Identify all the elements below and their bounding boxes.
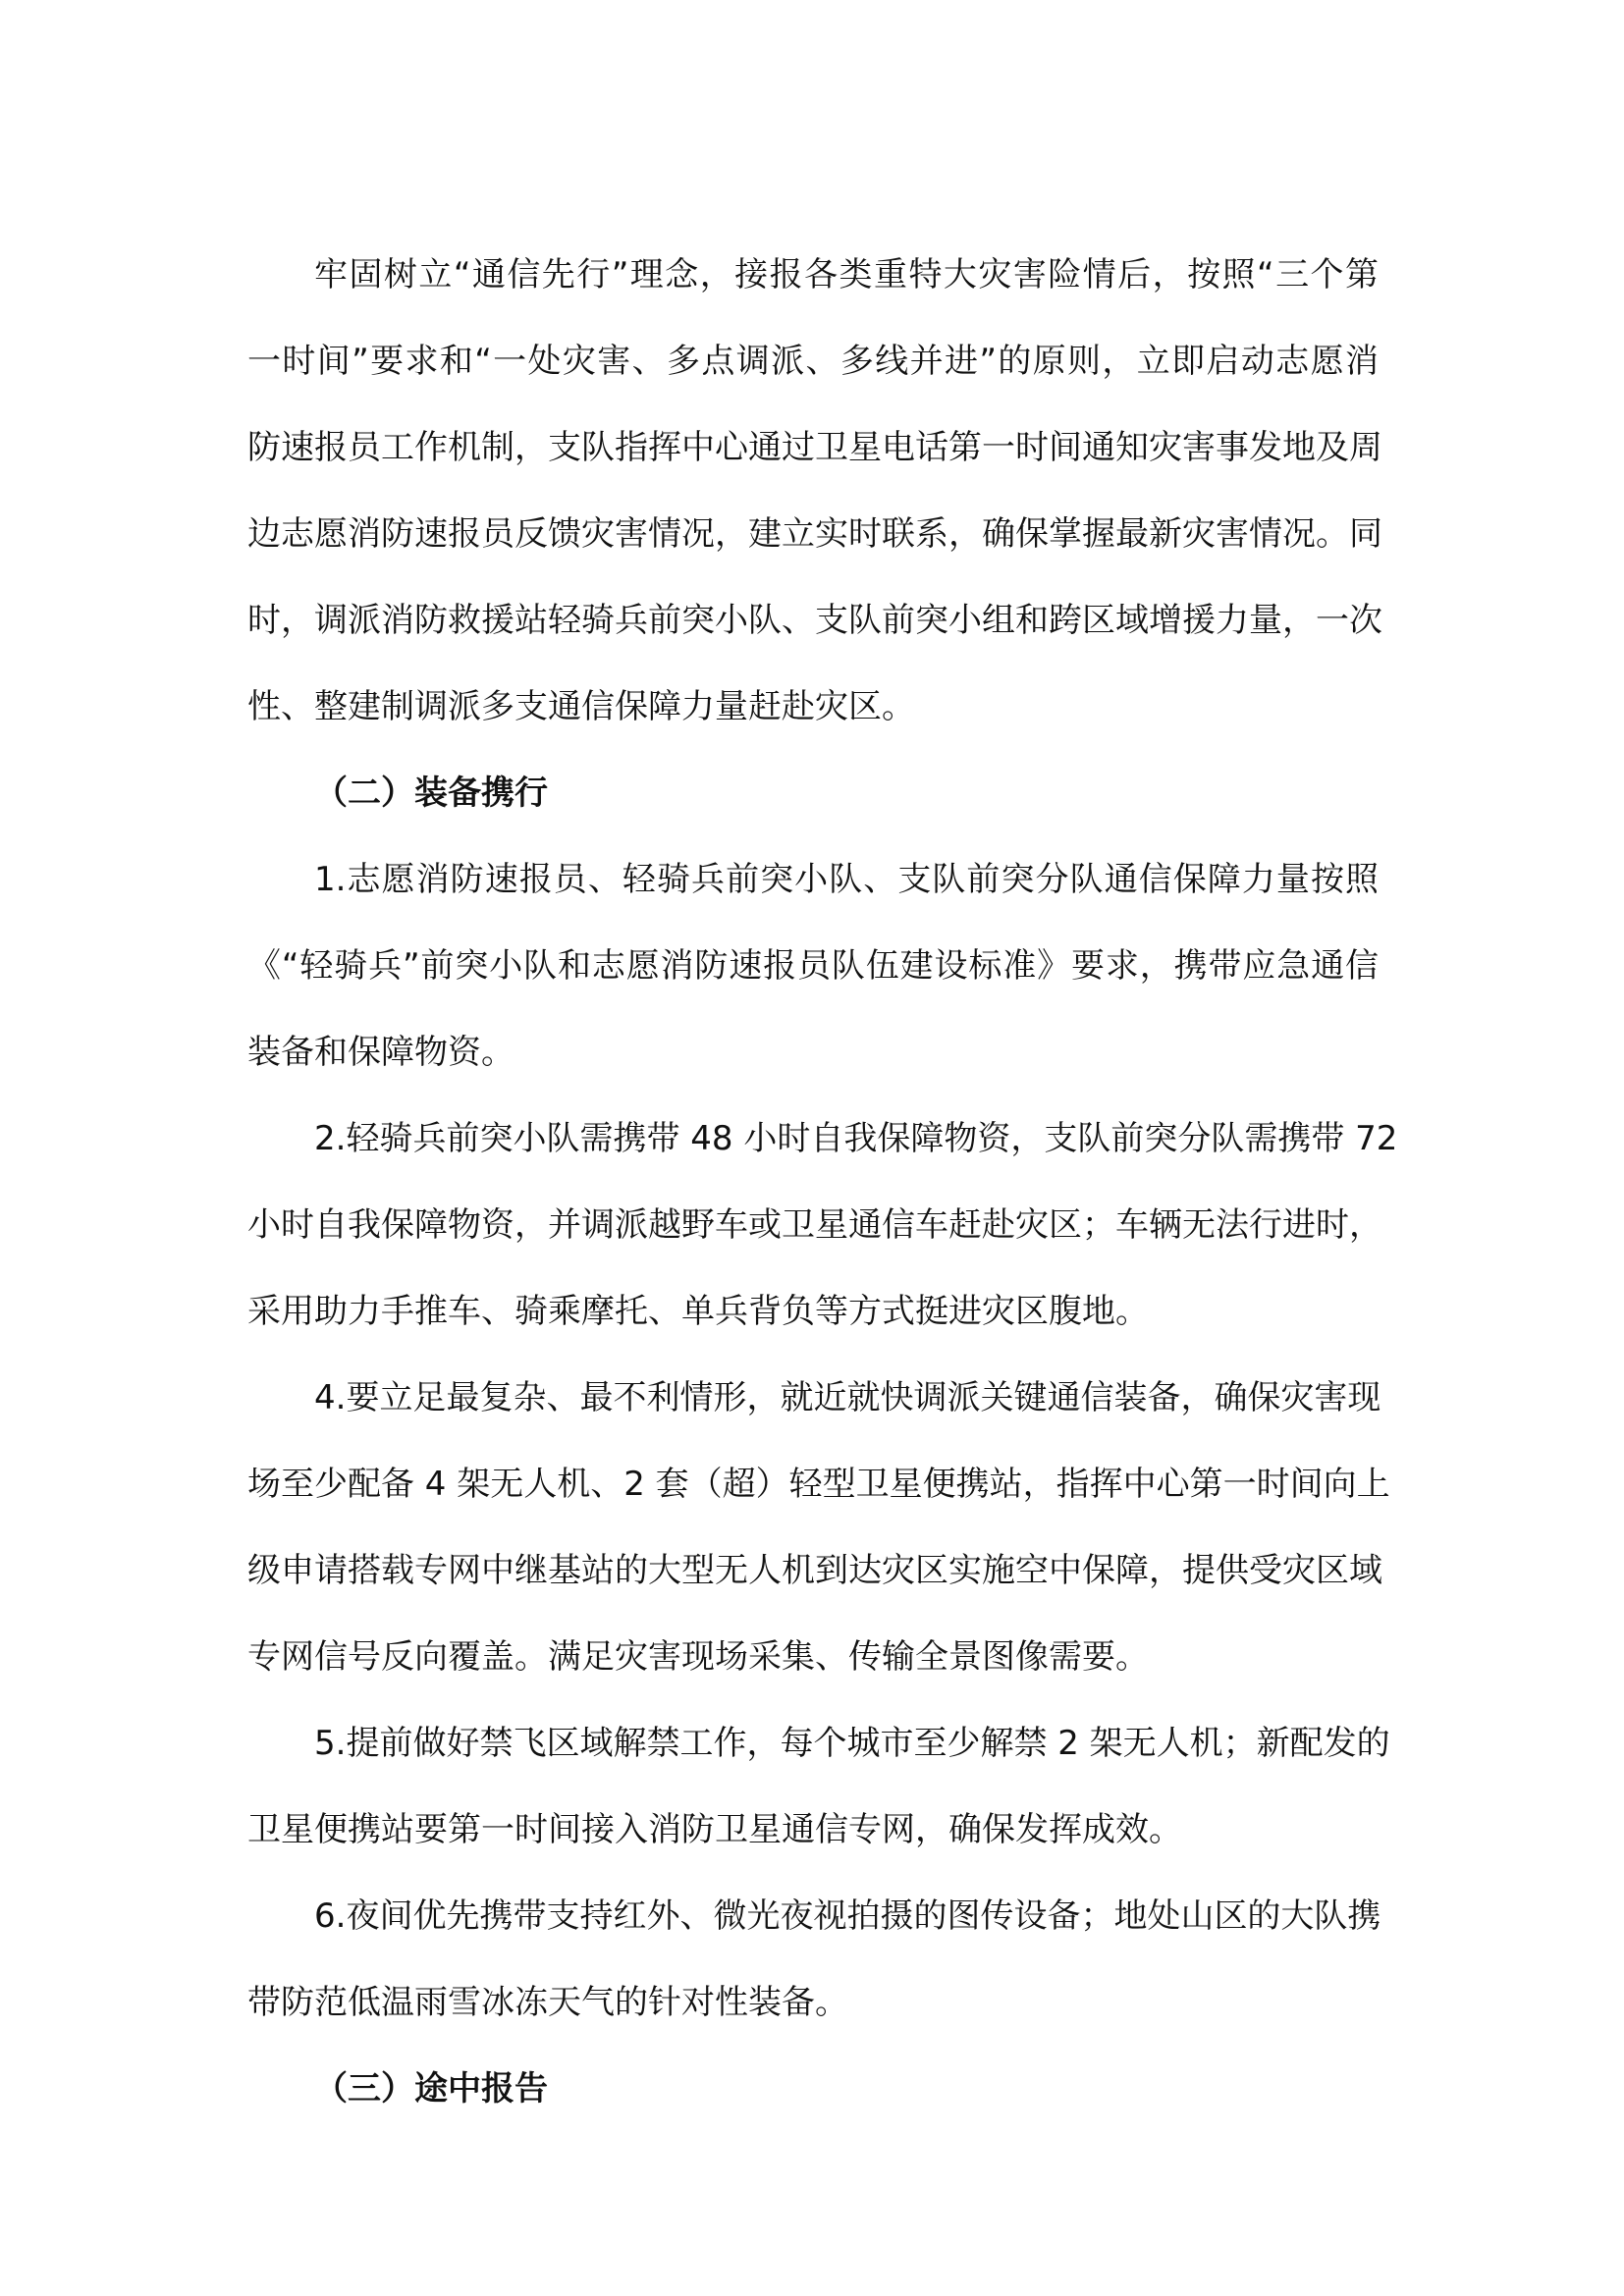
heading-text: （二）装备携行 [314, 774, 548, 813]
text-line: 性、整建制调派多支通信保障力量赶赴灾区。 [247, 687, 915, 726]
heading-text: （三）途中报告 [314, 2069, 548, 2109]
paragraph-item-1 [247, 836, 1379, 1095]
document-page [247, 232, 1398, 2132]
text-line: 防速报员工作机制，支队指挥中心通过卫星电话第一时间通知灾害事发地及周 [247, 428, 1382, 467]
text-line: 专网信号反向覆盖。满足灾害现场采集、传输全景图像需要。 [247, 1637, 1149, 1677]
paragraph-item-6 [247, 1873, 1379, 2046]
paragraph-item-5 [247, 1700, 1390, 1873]
text-line: 4.要立足最复杂、最不利情形，就近就快调派关键通信装备，确保灾害现 [314, 1378, 1381, 1417]
text-line: 5.提前做好禁飞区域解禁工作，每个城市至少解禁 2 架无人机；新配发的 [314, 1724, 1390, 1763]
text-line: 《“轻骑兵”前突小队和志愿消防速报员队伍建设标准》要求，携带应急通信 [247, 946, 1379, 986]
paragraph-intro [247, 232, 1382, 750]
text-line: 边志愿消防速报员反馈灾害情况，建立实时联系，确保掌握最新灾害情况。同 [247, 514, 1382, 554]
text-line: 带防范低温雨雪冰冻天气的针对性装备。 [247, 1983, 848, 2022]
text-line: 级申请搭载专网中继基站的大型无人机到达灾区实施空中保障，提供受灾区域 [247, 1551, 1382, 1590]
text-line: 场至少配备 4 架无人机、2 套（超）轻型卫星便携站，指挥中心第一时间向上 [247, 1465, 1390, 1504]
section-heading-en-route-report [247, 2046, 1379, 2132]
paragraph-item-4 [247, 1355, 1390, 1700]
text-line: 卫星便携站要第一时间接入消防卫星通信专网，确保发挥成效。 [247, 1810, 1182, 1849]
text-line: 装备和保障物资。 [247, 1033, 514, 1072]
text-line: 牢固树立“通信先行”理念，接报各类重特大灾害险情后，按照“三个第 [314, 255, 1379, 294]
text-line: 6.夜间优先携带支持红外、微光夜视拍摄的图传设备；地处山区的大队携 [314, 1896, 1381, 1936]
section-heading-equipment [247, 750, 1379, 836]
text-line: 一时间”要求和“一处灾害、多点调派、多线并进”的原则，立即启动志愿消 [247, 342, 1379, 381]
text-line: 小时自我保障物资，并调派越野车或卫星通信车赶赴灾区；车辆无法行进时， [247, 1205, 1382, 1245]
text-line: 2.轻骑兵前突小队需携带 48 小时自我保障物资，支队前突分队需携带 72 [314, 1119, 1398, 1158]
text-line: 时，调派消防救援站轻骑兵前突小队、支队前突小组和跨区域增援力量，一次 [247, 601, 1382, 640]
text-line: 采用助力手推车、骑乘摩托、单兵背负等方式挺进灾区腹地。 [247, 1292, 1149, 1331]
text-line: 1.志愿消防速报员、轻骑兵前突小队、支队前突分队通信保障力量按照 [314, 860, 1379, 899]
paragraph-item-2 [247, 1095, 1398, 1355]
